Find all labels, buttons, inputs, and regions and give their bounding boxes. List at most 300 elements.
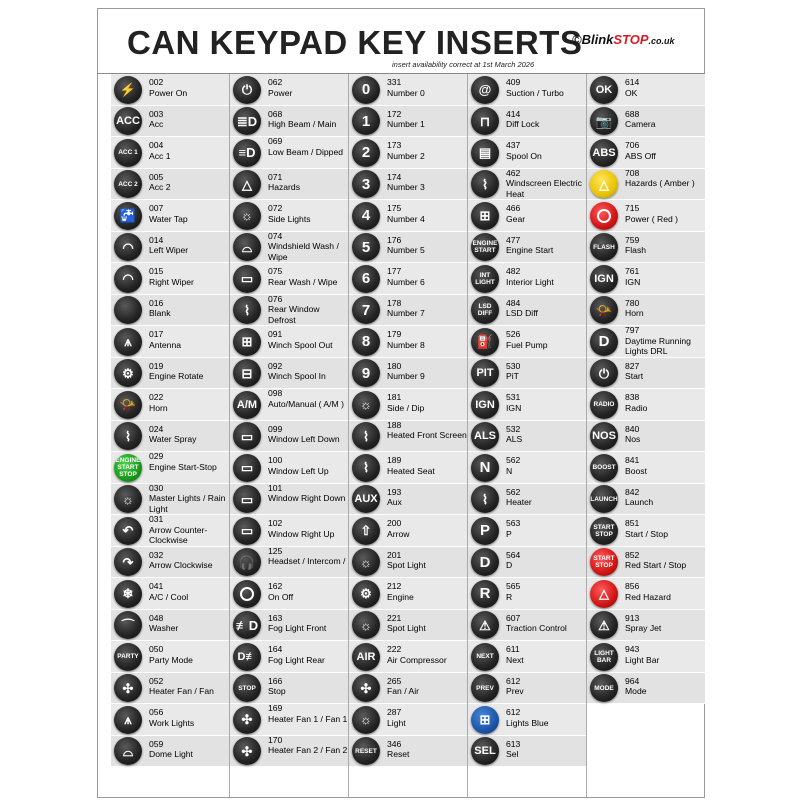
key-glyph: ☼ <box>360 554 372 570</box>
key-code: 059 <box>149 738 164 749</box>
key-name: Number 8 <box>387 339 425 350</box>
key-insert-item <box>349 106 467 138</box>
key-label <box>268 613 348 634</box>
key-code: 526 <box>506 329 521 339</box>
hazard-amber-icon <box>590 170 618 198</box>
key-name: Engine <box>387 591 414 602</box>
key-name: Traction Control <box>506 623 567 633</box>
key-glyph: SEL <box>474 745 496 757</box>
lsd-diff-icon <box>471 296 499 324</box>
key-name: Left Wiper <box>149 245 189 255</box>
key-insert-item <box>468 200 586 232</box>
key-label <box>506 613 586 634</box>
key-code: 346 <box>387 738 402 749</box>
key-label <box>149 550 229 571</box>
high-beam-icon <box>233 107 261 135</box>
key-insert-item <box>111 704 229 736</box>
key-glyph: AUX <box>354 493 378 505</box>
key-insert-item <box>111 358 229 390</box>
key-label <box>387 676 467 697</box>
fan2-icon <box>233 737 261 765</box>
key-code: 052 <box>149 675 164 686</box>
key-glyph: ▭ <box>240 491 254 507</box>
gear-shift-icon <box>471 202 499 230</box>
key-insert-item <box>587 389 705 421</box>
key-insert-item <box>587 515 705 547</box>
key-code: 532 <box>506 423 521 434</box>
key-glyph: P <box>479 522 490 539</box>
engine-rotate-icon <box>114 359 142 387</box>
key-insert-item <box>587 263 705 295</box>
blank-icon <box>114 296 142 324</box>
key-label <box>506 298 586 319</box>
key-name: OK <box>625 87 638 98</box>
sel-icon <box>471 737 499 765</box>
key-name: Number 0 <box>387 87 425 98</box>
key-name: Start <box>625 371 644 381</box>
window-right-down-icon <box>233 485 261 513</box>
pit-icon <box>471 359 499 387</box>
key-name: N <box>506 465 513 476</box>
arrow-counter-clockwise-icon <box>114 517 142 545</box>
key-insert-item <box>468 263 586 295</box>
key-glyph: PREV <box>476 684 494 692</box>
key-label <box>268 203 348 224</box>
key-name: Spot Light <box>387 623 426 633</box>
window-left-down-icon <box>233 422 261 450</box>
key-name: Horn <box>149 402 168 413</box>
key-glyph: 7 <box>361 301 371 319</box>
key-label <box>268 644 348 665</box>
key-code: 612 <box>506 675 521 686</box>
key-name: Aux <box>387 497 402 507</box>
key-name: Start / Stop <box>625 528 668 539</box>
key-name: Acc <box>149 119 164 129</box>
key-glyph: ≡D <box>238 145 256 160</box>
key-insert-item <box>587 421 705 453</box>
key-label <box>149 266 229 287</box>
key-label <box>268 231 348 263</box>
key-insert-item <box>111 295 229 327</box>
key-insert-item <box>468 169 586 201</box>
key-insert-item <box>111 610 229 642</box>
key-insert-item <box>230 452 348 484</box>
key-name: Spot Light <box>387 560 426 570</box>
traction-control-icon <box>471 611 499 639</box>
key-code: 101 <box>268 482 283 493</box>
key-name: Heater Fan 2 / Fan 2 <box>268 745 348 755</box>
key-insert-item <box>111 421 229 453</box>
key-glyph: @ <box>478 82 492 97</box>
key-label <box>149 514 229 546</box>
radio-icon <box>590 391 618 419</box>
red-hazard-icon <box>590 580 618 608</box>
key-label <box>387 298 467 319</box>
key-glyph: △ <box>242 176 252 192</box>
key-glyph: ▭ <box>240 428 254 444</box>
engine-start-icon <box>471 233 499 261</box>
key-insert-item <box>230 106 348 138</box>
key-code: 005 <box>149 171 164 182</box>
number-2-icon <box>352 139 380 167</box>
work-lights-icon <box>114 706 142 734</box>
key-glyph: ENGINE START <box>472 240 498 254</box>
key-name: Auto/Manual ( A/M ) <box>268 398 344 409</box>
key-name: Acc 1 <box>149 150 171 161</box>
key-label <box>149 739 229 760</box>
key-code: 062 <box>268 77 283 87</box>
key-code: 100 <box>268 455 283 465</box>
key-code: 706 <box>625 140 640 150</box>
key-insert-item <box>468 326 586 358</box>
key-name: Number 2 <box>387 150 425 161</box>
key-name: Winch Spool In <box>268 371 326 381</box>
key-code: 614 <box>625 77 640 87</box>
heater-icon <box>471 485 499 513</box>
key-name: Heated Seat <box>387 465 435 476</box>
key-label <box>506 109 586 130</box>
key-insert-item <box>468 421 586 453</box>
key-label <box>625 424 705 445</box>
heated-seat-icon <box>352 454 380 482</box>
light-icon <box>352 706 380 734</box>
key-label <box>625 644 705 665</box>
key-name: Side / Dip <box>387 402 425 413</box>
key-insert-item <box>230 326 348 358</box>
key-code: 032 <box>149 549 164 560</box>
key-label <box>387 707 467 728</box>
key-insert-item <box>349 673 467 705</box>
key-insert-item <box>468 610 586 642</box>
key-insert-item <box>230 295 348 327</box>
key-insert-item <box>349 389 467 421</box>
key-code: 163 <box>268 612 283 623</box>
key-glyph: 🎧 <box>238 554 256 570</box>
key-code: 188 <box>387 419 402 430</box>
key-code: 530 <box>506 360 521 371</box>
key-insert-item <box>111 452 229 484</box>
key-label <box>625 613 705 634</box>
key-insert-item <box>111 263 229 295</box>
key-label <box>625 518 705 539</box>
key-name: Party Mode <box>149 654 193 665</box>
key-label <box>268 109 348 130</box>
key-insert-item <box>349 326 467 358</box>
key-code: 564 <box>506 549 521 560</box>
number-4-icon <box>352 202 380 230</box>
key-code: 164 <box>268 644 283 654</box>
key-insert-item <box>230 704 348 736</box>
key-glyph: RESET <box>355 747 377 755</box>
key-glyph: N <box>479 459 491 476</box>
key-name: Air Compressor <box>387 654 447 665</box>
key-code: 842 <box>625 486 640 497</box>
key-label <box>625 168 705 189</box>
key-code: 612 <box>506 707 521 717</box>
key-glyph: ALS <box>474 430 496 442</box>
washer-icon <box>114 611 142 639</box>
key-glyph: ⩚ <box>124 712 132 727</box>
acc1-icon <box>114 139 142 167</box>
key-glyph: 9 <box>361 364 371 382</box>
key-label <box>268 329 348 350</box>
key-label <box>149 451 229 472</box>
key-insert-item <box>111 137 229 169</box>
key-glyph: R <box>479 585 491 602</box>
key-label <box>149 392 229 413</box>
key-name: Lights Blue <box>506 717 549 728</box>
key-insert-item <box>349 358 467 390</box>
drl-icon <box>590 328 618 356</box>
party-icon <box>114 643 142 671</box>
key-name: IGN <box>506 402 522 413</box>
key-code: 050 <box>149 644 164 654</box>
diff-lock-icon <box>471 107 499 135</box>
key-label <box>149 172 229 193</box>
nos-icon <box>590 422 618 450</box>
key-insert-item <box>349 232 467 264</box>
number-6-icon <box>352 265 380 293</box>
key-name: Arrow Counter-Clockwise <box>149 524 208 545</box>
key-label <box>268 172 348 193</box>
key-column-1 <box>111 74 229 767</box>
key-insert-item <box>468 641 586 673</box>
key-glyph: ⊓ <box>479 113 491 129</box>
key-code: 856 <box>625 581 640 591</box>
key-label <box>625 203 705 224</box>
availability-notice: insert availability correct at 1st March 2026 <box>392 60 535 69</box>
key-glyph: ❄ <box>122 586 134 601</box>
key-glyph: ⏻ <box>598 365 610 381</box>
key-code: 180 <box>387 360 402 371</box>
brand-logo <box>572 32 675 47</box>
on-off-icon <box>233 580 261 608</box>
key-glyph: ENGINE START STOP <box>115 457 141 478</box>
key-name: LSD Diff <box>506 308 538 318</box>
key-glyph: ✣ <box>122 680 134 696</box>
key-glyph: 6 <box>361 270 371 287</box>
key-name: Master Lights / Rain Light <box>149 493 226 514</box>
key-glyph: ⊟ <box>241 365 253 381</box>
air-compressor-icon <box>352 643 380 671</box>
key-label <box>268 518 348 539</box>
ring-icon <box>240 587 254 601</box>
reset-icon <box>352 737 380 765</box>
key-glyph: NEXT <box>476 653 494 660</box>
key-name: Dome Light <box>149 749 193 759</box>
key-glyph: ⚡ <box>119 82 137 97</box>
key-insert-item <box>349 578 467 610</box>
key-name: Red Start / Stop <box>625 560 687 570</box>
side-dip-icon <box>352 391 380 419</box>
key-code: 943 <box>625 644 640 654</box>
key-label <box>149 109 229 130</box>
key-label <box>506 739 586 760</box>
key-code: 964 <box>625 675 640 686</box>
key-glyph: D <box>479 553 491 571</box>
key-insert-item <box>468 673 586 705</box>
key-label <box>149 424 229 445</box>
key-label <box>506 676 586 697</box>
key-insert-item <box>230 200 348 232</box>
key-name: On Off <box>268 591 294 602</box>
key-label <box>149 644 229 665</box>
key-insert-item <box>230 137 348 169</box>
key-glyph: 📷 <box>595 113 613 129</box>
key-glyph: ⌇ <box>481 176 489 192</box>
stop-icon <box>233 674 261 702</box>
key-code: 014 <box>149 234 164 245</box>
key-name: Spray Jet <box>625 623 662 633</box>
key-code: 099 <box>268 423 283 434</box>
key-glyph: IGN <box>475 398 495 411</box>
key-glyph: NOS <box>592 430 616 442</box>
key-name: P <box>506 528 512 539</box>
antenna-icon <box>114 328 142 356</box>
key-glyph: ⌇ <box>362 460 370 475</box>
key-glyph: ▭ <box>240 460 254 475</box>
spot-light-2-icon <box>352 611 380 639</box>
key-insert-item <box>468 515 586 547</box>
key-code: 212 <box>387 581 402 591</box>
fan-air-icon <box>352 674 380 702</box>
key-insert-item <box>468 547 586 579</box>
key-code: 175 <box>387 203 402 213</box>
key-name: Rear Window Defrost <box>268 304 320 325</box>
key-glyph: ⊞ <box>241 334 253 349</box>
key-glyph: ◠ <box>122 271 134 286</box>
power-red-icon <box>590 202 618 230</box>
key-insert-item <box>587 641 705 673</box>
key-label <box>387 109 467 130</box>
key-label <box>268 735 348 756</box>
key-insert-item <box>111 74 229 106</box>
key-label <box>625 140 705 161</box>
key-label <box>387 644 467 665</box>
key-name: Window Right Down <box>268 493 346 503</box>
key-insert-item <box>111 547 229 579</box>
key-code: 181 <box>387 392 402 402</box>
key-label <box>268 388 348 409</box>
key-glyph: ⌓ <box>122 743 134 759</box>
key-glyph: 2 <box>361 144 371 161</box>
key-insert-item <box>111 484 229 516</box>
key-glyph: ◠ <box>122 239 134 255</box>
key-code: 759 <box>625 234 640 245</box>
key-glyph: ☼ <box>360 617 372 633</box>
next-icon <box>471 643 499 671</box>
key-code: 102 <box>268 518 283 528</box>
key-insert-item <box>587 673 705 705</box>
key-label <box>506 140 586 161</box>
lightning-icon <box>114 76 142 104</box>
engine-icon <box>352 580 380 608</box>
fuel-pump-icon <box>471 328 499 356</box>
key-glyph: RADIO <box>593 401 615 408</box>
key-insert-item <box>230 736 348 768</box>
master-lights-icon <box>114 485 142 513</box>
key-insert-item <box>111 673 229 705</box>
key-code: 607 <box>506 612 521 623</box>
key-code: 172 <box>387 108 402 119</box>
key-insert-item <box>230 169 348 201</box>
key-glyph: ✣ <box>241 712 253 727</box>
ign-icon <box>471 391 499 419</box>
key-insert-item <box>111 578 229 610</box>
key-insert-item <box>468 295 586 327</box>
key-insert-item <box>587 610 705 642</box>
key-glyph: ✣ <box>360 680 372 696</box>
key-code: 015 <box>149 266 164 276</box>
key-insert-item <box>230 421 348 453</box>
horn-2-icon <box>590 296 618 324</box>
key-name: Number 4 <box>387 213 425 224</box>
interior-light-icon <box>471 265 499 293</box>
key-code: 179 <box>387 329 402 339</box>
acc-icon <box>114 107 142 135</box>
key-name: Windscreen Electric Heat <box>506 178 582 199</box>
key-code: 562 <box>506 486 521 497</box>
key-glyph: ⇧ <box>360 523 372 538</box>
key-name: Spool On <box>506 150 542 161</box>
key-name: Arrow Clockwise <box>149 560 213 570</box>
key-label <box>268 546 348 567</box>
key-label <box>506 77 586 98</box>
key-label <box>268 581 348 602</box>
key-name: Next <box>506 654 524 665</box>
key-name: Launch <box>625 497 654 507</box>
key-name: ABS Off <box>625 150 656 161</box>
key-label <box>506 203 586 224</box>
key-code: 017 <box>149 329 164 339</box>
key-name: Horn <box>625 308 644 318</box>
key-name: Windshield Wash / Wipe <box>268 241 339 262</box>
key-code: 852 <box>625 549 640 560</box>
key-code: 838 <box>625 392 640 402</box>
key-label <box>387 329 467 350</box>
key-code: 761 <box>625 266 640 276</box>
key-name: Number 3 <box>387 182 425 192</box>
rear-defrost-icon <box>233 296 261 324</box>
ok-icon <box>590 76 618 104</box>
window-left-up-icon <box>233 454 261 482</box>
key-insert-item <box>587 547 705 579</box>
key-code: 563 <box>506 518 521 528</box>
key-label <box>625 298 705 319</box>
arrow-up-icon <box>352 517 380 545</box>
key-label <box>149 707 229 728</box>
key-glyph: ⌇ <box>362 428 370 444</box>
flash-icon <box>590 233 618 261</box>
key-name: Fan / Air <box>387 686 419 696</box>
number-5-icon <box>352 233 380 261</box>
key-glyph: START STOP <box>593 523 615 538</box>
key-name: Window Left Down <box>268 434 340 444</box>
key-insert-item <box>587 106 705 138</box>
key-column-3 <box>349 74 467 767</box>
key-code: 708 <box>625 167 640 178</box>
key-insert-item <box>111 641 229 673</box>
windscreen-heat-icon <box>471 170 499 198</box>
key-label <box>387 518 467 539</box>
arrow-clockwise-icon <box>114 548 142 576</box>
key-name: Heater Fan 1 / Fan 1 <box>268 713 348 724</box>
key-glyph: LIGHT BAR <box>594 649 614 664</box>
fog-front-icon <box>233 611 261 639</box>
key-insert-item <box>111 169 229 201</box>
key-code: 016 <box>149 297 164 308</box>
key-glyph: ACC 1 <box>118 149 138 156</box>
